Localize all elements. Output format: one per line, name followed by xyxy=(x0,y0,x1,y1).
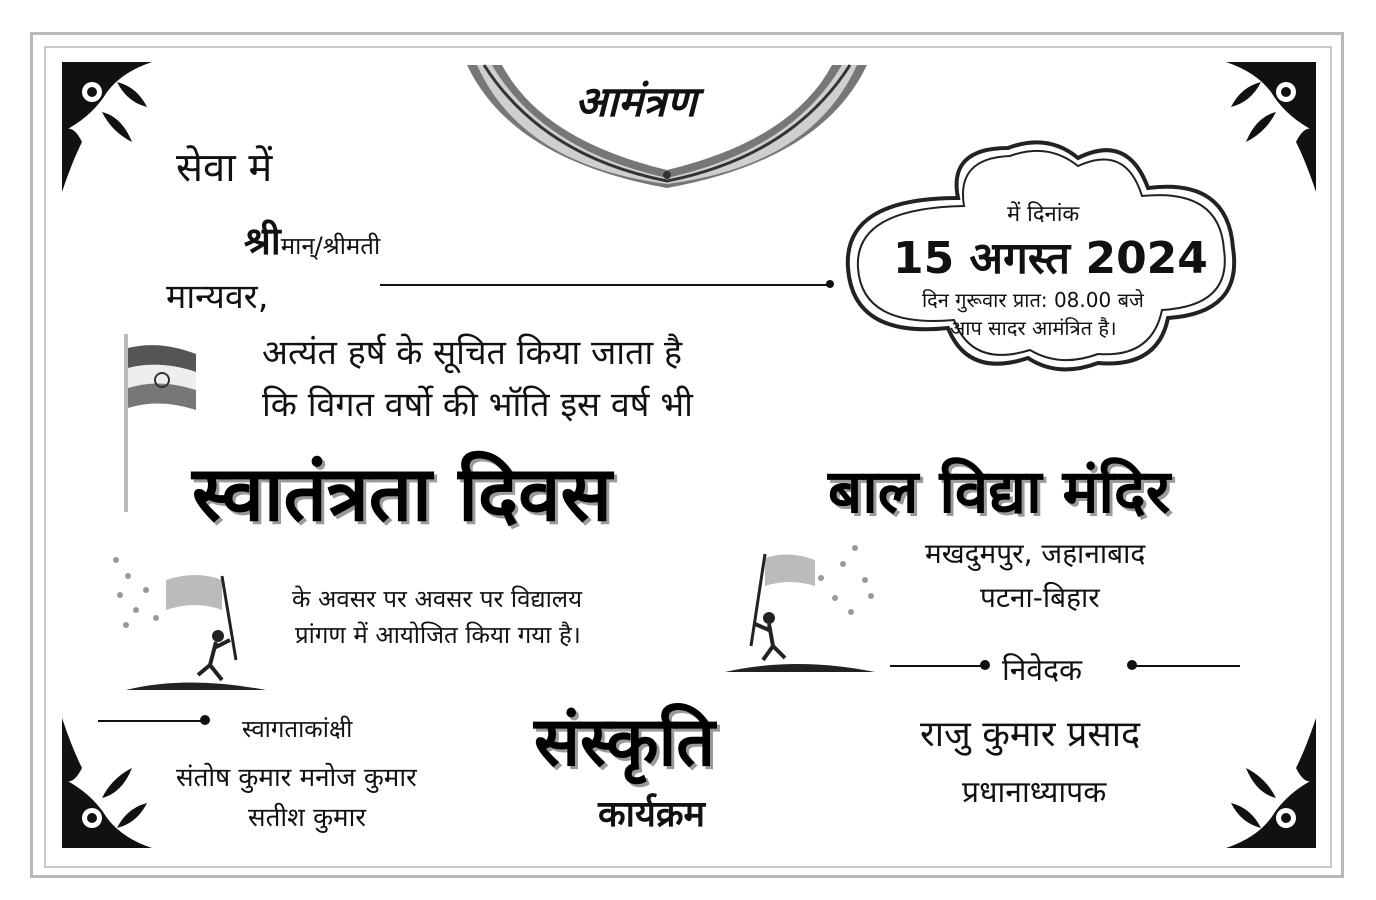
program-title: संस्कृति xyxy=(534,703,716,782)
event-title: स्वातंत्रता दिवस xyxy=(192,449,612,538)
seva-text: सेवा में xyxy=(176,145,273,191)
welcomer-names-2: सतीश कुमार xyxy=(248,803,366,833)
date-time: दिन गुरूवार प्रात: 08.00 बजे xyxy=(922,288,1144,312)
nivedak-line-left xyxy=(890,665,982,667)
runner-flag-left-illustration xyxy=(106,540,268,698)
header-title: आमंत्रण xyxy=(575,77,697,126)
corner-ornament-bottom-right xyxy=(1226,718,1316,848)
shriman-line xyxy=(244,214,380,266)
nivedak-line-right xyxy=(1135,665,1240,667)
flag-icon xyxy=(120,330,200,515)
program-subtitle: कार्यक्रम xyxy=(598,794,706,835)
welcomer-names-1: संतोष कुमार मनोज कुमार xyxy=(176,763,417,793)
shriman-rest: मान्/श्रीमती xyxy=(280,232,381,260)
school-name: बाल विद्या मंदिर xyxy=(828,457,1171,527)
welcomer-line xyxy=(98,720,206,722)
event-date: 15 अगस्त 2024 xyxy=(893,233,1208,284)
occasion-line-2: प्रांगण में आयोजित किया गया है। xyxy=(295,621,581,649)
shriman-prefix: श्री xyxy=(244,219,281,263)
welcomer-dot xyxy=(200,715,210,725)
date-invite: आप सादर आमंत्रित है। xyxy=(950,316,1117,340)
welcomer-label: स्वागताकांक्षी xyxy=(242,715,353,743)
corner-ornament-top-left xyxy=(62,62,152,192)
nivedak-title: प्रधानाध्यापक xyxy=(962,775,1107,810)
intro-line-2: कि विगत वर्षो की भॉति इस वर्ष भी xyxy=(262,385,693,425)
line-end-dot xyxy=(826,280,834,288)
runner-flag-right-illustration xyxy=(725,528,880,678)
nivedak-label: निवेदक xyxy=(1002,653,1083,688)
intro-line-1: अत्यंत हर्ष के सूचित किया जाता है xyxy=(262,333,683,373)
nivedak-name: राजु कुमार प्रसाद xyxy=(920,714,1141,755)
nivedak-dot-left xyxy=(980,660,990,670)
school-address-2: पटना-बिहार xyxy=(980,581,1100,614)
name-fill-line xyxy=(380,284,830,286)
date-intro: में दिनांक xyxy=(1007,202,1080,227)
occasion-line-1: के अवसर पर अवसर पर विद्यालय xyxy=(292,585,582,613)
corner-ornament-bottom-left xyxy=(62,718,152,848)
school-address-1: मखदुमपुर, जहानाबाद xyxy=(925,537,1146,570)
manyavar-text: मान्यवर, xyxy=(166,277,269,317)
